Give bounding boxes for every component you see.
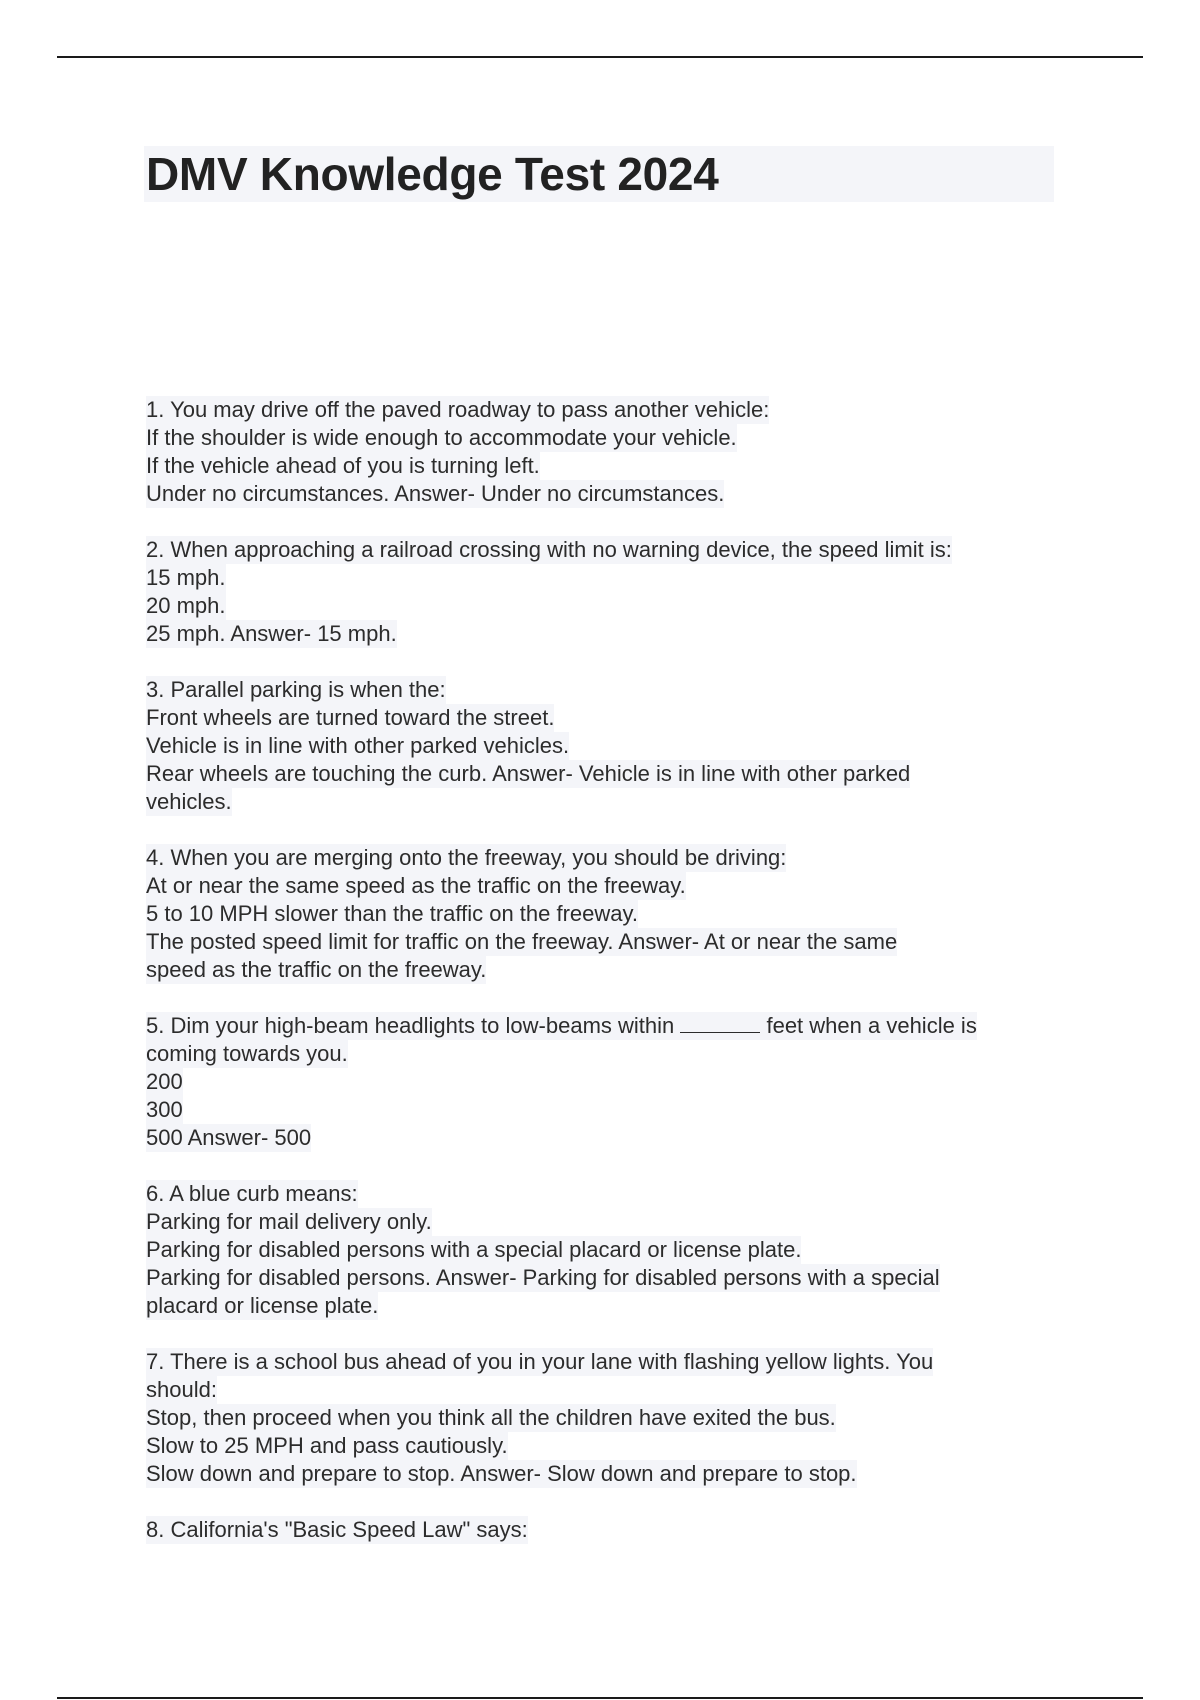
question-text: 7. There is a school bus ahead of you in your lane with flashing yellow lights. You: [146, 1349, 934, 1374]
option-answer-line: The posted speed limit for traffic on the freeway. Answer- At or near the same: [146, 929, 898, 954]
option-line: Vehicle is in line with other parked vehicles.: [146, 733, 570, 758]
question-text: 2. When approaching a railroad crossing with no warning device, the speed limit is:: [146, 537, 952, 562]
question-5: [146, 1012, 1061, 1152]
option-line: Stop, then proceed when you think all the children have exited the bus.: [146, 1405, 836, 1430]
page-title: DMV Knowledge Test 2024: [146, 148, 719, 200]
answer-continuation: vehicles.: [146, 789, 232, 814]
option-answer-line: Under no circumstances. Answer- Under no circumstances.: [146, 481, 725, 506]
question-3: [146, 676, 1061, 816]
question-7: [146, 1348, 1061, 1488]
option-line: Parking for disabled persons with a special placard or license plate.: [146, 1237, 802, 1262]
question-text: [146, 1012, 977, 1040]
question-text: 8. California's "Basic Speed Law" says:: [146, 1517, 528, 1542]
option-line: 300: [146, 1097, 183, 1122]
bottom-rule: [57, 1697, 1143, 1699]
option-line: Front wheels are turned toward the street.: [146, 705, 555, 730]
option-line: At or near the same speed as the traffic on the freeway.: [146, 873, 686, 898]
question-text-continuation: should:: [146, 1377, 217, 1402]
question-text-suffix: feet when a vehicle is: [760, 1013, 977, 1038]
question-text-prefix: 5. Dim your high-beam headlights to low-beams within: [146, 1013, 681, 1038]
option-answer-line: 500 Answer- 500: [146, 1125, 312, 1150]
question-6: [146, 1180, 1061, 1320]
question-list: [146, 396, 1061, 1572]
option-line: 20 mph.: [146, 593, 226, 618]
option-line: If the vehicle ahead of you is turning left.: [146, 453, 540, 478]
option-line: Parking for mail delivery only.: [146, 1209, 432, 1234]
question-1: [146, 396, 1061, 508]
option-line: 200: [146, 1069, 183, 1094]
question-text: 6. A blue curb means:: [146, 1181, 358, 1206]
option-line: If the shoulder is wide enough to accommodate your vehicle.: [146, 425, 737, 450]
option-line: 5 to 10 MPH slower than the traffic on the freeway.: [146, 901, 638, 926]
fill-in-blank: [680, 1016, 760, 1033]
top-rule: [57, 56, 1143, 58]
question-text: 4. When you are merging onto the freeway, you should be driving:: [146, 845, 787, 870]
question-8: [146, 1516, 1061, 1544]
question-text: 3. Parallel parking is when the:: [146, 677, 446, 702]
option-answer-line: Parking for disabled persons. Answer- Parking for disabled persons with a special: [146, 1265, 940, 1290]
option-line: Slow to 25 MPH and pass cautiously.: [146, 1433, 508, 1458]
option-line: 15 mph.: [146, 565, 226, 590]
option-answer-line: Slow down and prepare to stop. Answer- Slow down and prepare to stop.: [146, 1461, 857, 1486]
option-answer-line: Rear wheels are touching the curb. Answer- Vehicle is in line with other parked: [146, 761, 911, 786]
question-text: 1. You may drive off the paved roadway to pass another vehicle:: [146, 397, 770, 422]
answer-continuation: speed as the traffic on the freeway.: [146, 957, 487, 982]
answer-continuation: placard or license plate.: [146, 1293, 379, 1318]
question-4: [146, 844, 1061, 984]
question-2: [146, 536, 1061, 648]
option-answer-line: 25 mph. Answer- 15 mph.: [146, 621, 397, 646]
question-text-continuation: coming towards you.: [146, 1041, 348, 1066]
